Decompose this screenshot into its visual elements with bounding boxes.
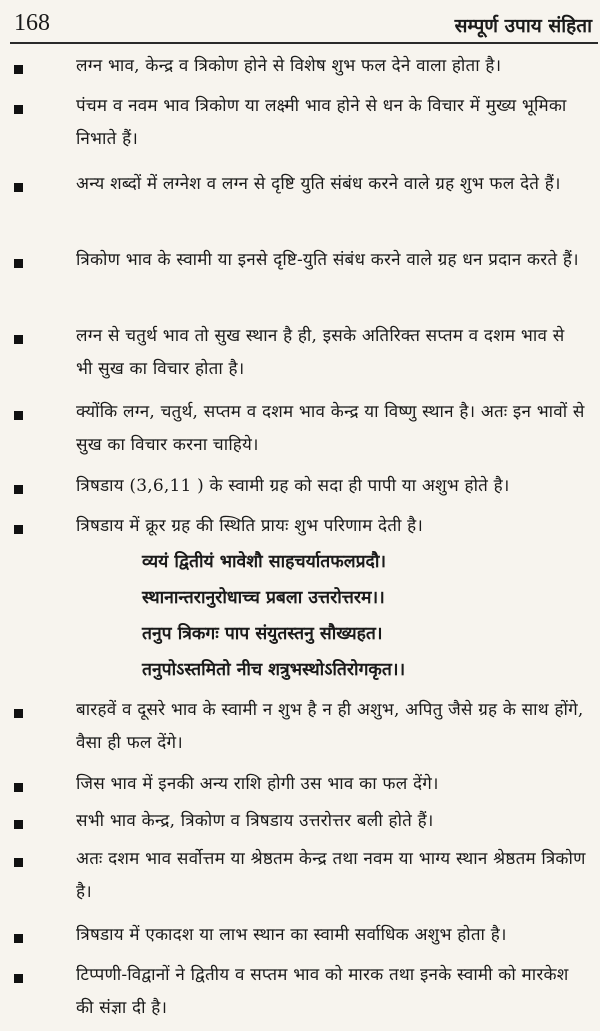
- bullet-icon: [14, 259, 23, 268]
- verse-line: स्थानान्तरानुरोधाच्च प्रबला उत्तरोत्तरम।।: [142, 588, 385, 608]
- page-header: [0, 0, 600, 44]
- sanskrit-verse-block: [0, 544, 600, 688]
- running-head-title: सम्पूर्ण उपाय संहिता: [454, 15, 592, 37]
- list-item: [0, 919, 600, 952]
- verse-line: व्ययं द्वितीयं भावेशौ साहचर्यातफलप्रदौ।: [142, 552, 387, 572]
- list-item-text: लग्न भाव, केन्द्र व त्रिकोण होने से विशेष शुभ फल देने वाला होता है।: [76, 56, 502, 76]
- list-item: [0, 50, 600, 82]
- list-item-text: लग्न से चतुर्थ भाव तो सुख स्थान है ही, इसके अतिरिक्त सप्तम व दशम भाव से भी सुख का विचार होता है।: [76, 326, 565, 379]
- list-item-text: क्योंकि लग्न, चतुर्थ, सप्तम व दशम भाव केन्द्र या विष्णु स्थान है। अतः इन भावों से सुख का विचार करना चाहिये।: [76, 402, 585, 455]
- list-item: [0, 768, 600, 801]
- list-item: [0, 470, 600, 503]
- list-item: [0, 168, 600, 240]
- page-content: [0, 50, 600, 1031]
- verse-line: तनुपोऽस्तमितो नीच शत्रुभस्थोऽतिरोगकृत।।: [142, 660, 406, 680]
- list-item-text: पंचम व नवम भाव त्रिकोण या लक्ष्मी भाव होने से धन के विचार में मुख्य भूमिका निभाते हैं।: [76, 96, 567, 149]
- list-item: [0, 694, 600, 766]
- list-item: [0, 90, 600, 162]
- bullet-icon: [14, 183, 23, 192]
- list-item: [0, 396, 600, 468]
- list-item-text: त्रिषडाय में एकादश या लाभ स्थान का स्वामी सर्वाधिक अशुभ होता है।: [76, 925, 507, 945]
- list-item: [0, 959, 600, 1031]
- bullet-icon: [14, 974, 23, 983]
- header-rule: [10, 42, 598, 44]
- bullet-icon: [14, 65, 23, 74]
- list-item-text: अतः दशम भाव सर्वोत्तम या श्रेष्ठतम केन्द्र तथा नवम या भाग्य स्थान श्रेष्ठतम त्रिकोण है।: [76, 849, 586, 902]
- bullet-icon: [14, 525, 23, 534]
- bullet-icon: [14, 858, 23, 867]
- list-item-text: त्रिषडाय में क्रूर ग्रह की स्थिति प्रायः शुभ परिणाम देती है।: [76, 516, 424, 536]
- list-item-text: टिप्पणी-विद्वानों ने द्वितीय व सप्तम भाव को मारक तथा इनके स्वामी को मारकेश की संज्ञा दी है।: [76, 965, 569, 1018]
- bullet-icon: [14, 485, 23, 494]
- list-item: [0, 843, 600, 915]
- list-item-text: जिस भाव में इनकी अन्य राशि होगी उस भाव का फल देंगे।: [76, 774, 439, 794]
- list-item-text: अन्य शब्दों में लग्नेश व लग्न से दृष्टि युति संबंध करने वाले ग्रह शुभ फल देते हैं।: [76, 174, 561, 194]
- bullet-icon: [14, 783, 23, 792]
- bullet-icon: [14, 335, 23, 344]
- bullet-icon: [14, 411, 23, 420]
- list-item-text: त्रिकोण भाव के स्वामी या इनसे दृष्टि-युति संबंध करने वाले ग्रह धन प्रदान करते हैं।: [76, 250, 579, 270]
- bullet-icon: [14, 820, 23, 829]
- list-item: [0, 320, 600, 392]
- verse-line: तनुप त्रिकगः पाप संयुतस्तनु सौख्यहत।: [142, 624, 383, 644]
- bullet-icon: [14, 709, 23, 718]
- list-item-text: बारहवें व दूसरे भाव के स्वामी न शुभ है न ही अशुभ, अपितु जैसे ग्रह के साथ होंगे, वैसा ही फल देंगे।: [76, 700, 584, 753]
- list-item: [0, 244, 600, 316]
- list-item-text: त्रिषडाय (3,6,11 ) के स्वामी ग्रह को सदा ही पापी या अशुभ होते है।: [76, 476, 510, 496]
- list-item: [0, 510, 600, 543]
- page-number: 168: [14, 10, 50, 36]
- bullet-icon: [14, 934, 23, 943]
- bullet-icon: [14, 105, 23, 114]
- list-item-text: सभी भाव केन्द्र, त्रिकोण व त्रिषडाय उत्तरोत्तर बली होते हैं।: [76, 811, 434, 831]
- list-item: [0, 805, 600, 838]
